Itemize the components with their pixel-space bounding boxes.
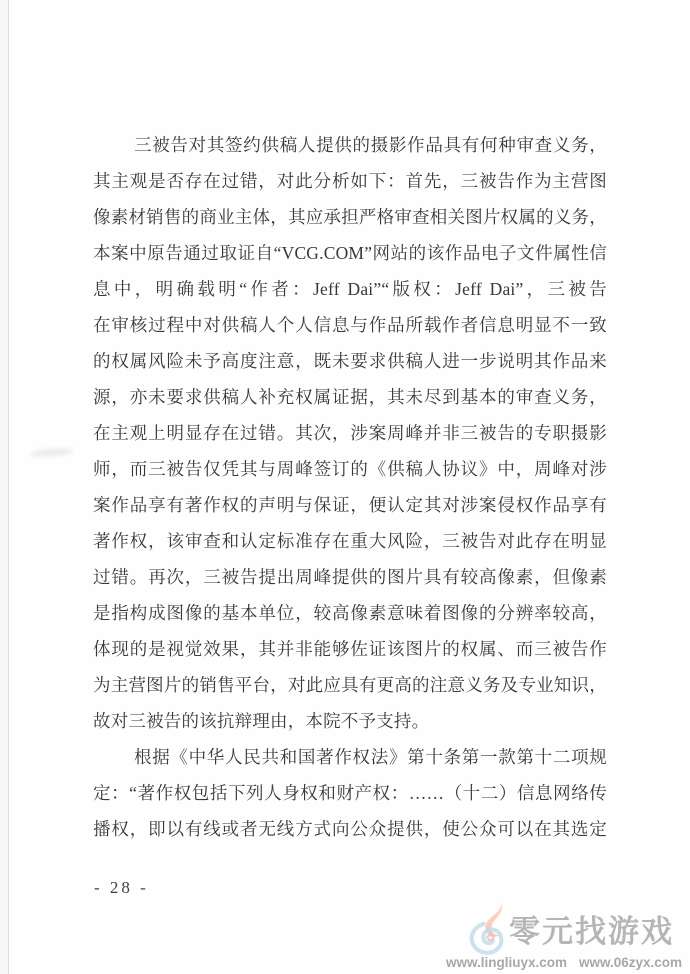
- body-text-line: 的权属风险未予高度注意，既未要求供稿人进一步说明其作品来: [93, 351, 607, 371]
- body-text-line: 息中，明确载明“作者：Jeff Dai”“版权：Jeff Dai”，三被告: [93, 279, 607, 299]
- watermark-url: www.06zyx.com: [578, 955, 682, 970]
- body-text-line: 定：“著作权包括下列人身权和财产权：……（十二）信息网络传: [93, 783, 607, 803]
- body-text-line: 体现的是视觉效果，其并非能够佐证该图片的权属、而三被告作: [93, 639, 607, 659]
- scan-edge-line: [0, 0, 9, 974]
- body-text-line: 三被告对其签约供稿人提供的摄影作品具有何种审查义务，: [134, 135, 607, 155]
- body-text-line: 为主营图片的销售平台，对此应具有更高的注意义务及专业知识，: [93, 675, 607, 695]
- watermark-url: www.lingliuyx.com: [446, 955, 568, 970]
- body-text-line: 根据《中华人民共和国著作权法》第十条第一款第十二项规: [134, 747, 607, 767]
- body-text-line: 故对三被告的该抗辩理由，本院不予支持。: [93, 711, 430, 731]
- body-text-line: 源，亦未要求供稿人补充权属证据，其未尽到基本的审查义务，: [93, 387, 607, 407]
- body-text-line: 像素材销售的商业主体，其应承担严格审查相关图片权属的义务，: [93, 207, 607, 227]
- judgment-text: [93, 127, 607, 847]
- watermark-site-name: 零元找游戏: [509, 914, 674, 949]
- body-text-line: 在审核过程中对供稿人个人信息与作品所载作者信息明显不一致: [93, 315, 607, 335]
- scan-smudge: [30, 447, 74, 457]
- page-number: - 28 -: [94, 878, 149, 897]
- body-text-line: 本案中原告通过取证自“VCG.COM”网站的该作品电子文件属性信: [93, 243, 607, 263]
- body-text-line: 案作品享有著作权的声明与保证，便认定其对涉案侵权作品享有: [93, 495, 607, 515]
- body-text-line: 是指构成图像的基本单位，较高像素意味着图像的分辨率较高，: [93, 603, 607, 623]
- watermark: [446, 880, 684, 972]
- body-text-line: 过错。再次，三被告提出周峰提供的图片具有较高像素，但像素: [93, 567, 607, 587]
- body-text-line: 其主观是否存在过错，对此分析如下：首先，三被告作为主营图: [93, 171, 607, 191]
- body-text-line: 著作权，该审查和认定标准存在重大风险，三被告对此存在明显: [93, 531, 607, 551]
- watermark-urls: [446, 955, 682, 970]
- body-text-line: 播权，即以有线或者无线方式向公众提供，使公众可以在其选定: [93, 819, 607, 839]
- body-text-line: 师，而三被告仅凭其与周峰签订的《供稿人协议》中，周峰对涉: [93, 459, 607, 479]
- body-text-line: 在主观上明显存在过错。其次，涉案周峰并非三被告的专职摄影: [93, 423, 607, 443]
